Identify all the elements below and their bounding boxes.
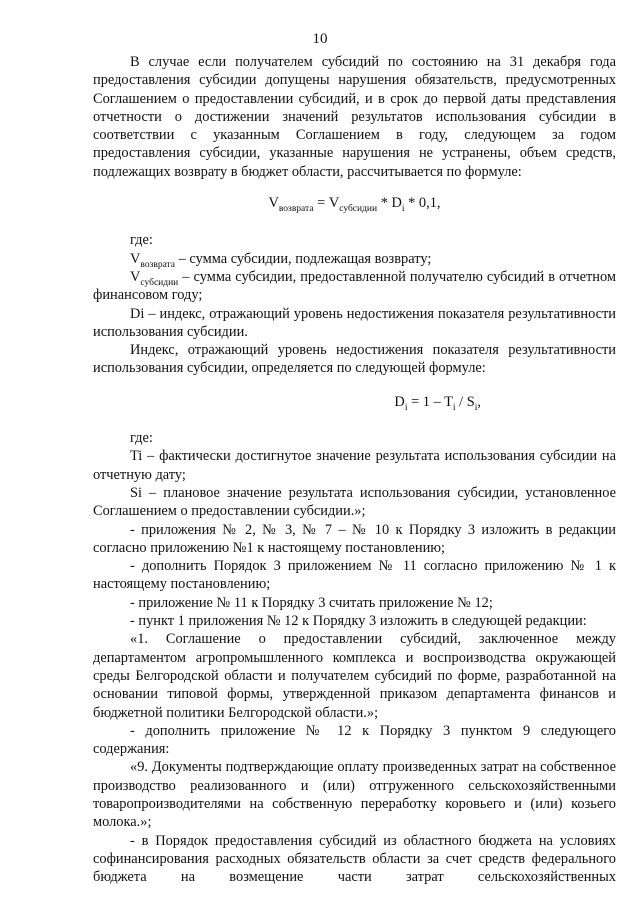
- page-number: 10: [312, 31, 328, 47]
- definition-v-subsidy: $V_{субсидии}$ – сумма субсидии, предоставленной получателю субсидий в отчетном финансовом году;: [93, 268, 616, 304]
- quote-agreement: «1. Соглашение о предоставлении субсидий, заключенное между департаментом агропромышленного комплекса и воспроизводства окружающей среды Белгородской области и получателем субсидий по форме, разработанной на основании типовой формы, утвержденной приказом департамента финансов и бюджетной политики Белгородской области.»;: [93, 631, 616, 721]
- document-body: [93, 53, 616, 886]
- formula-index: $D_i = 1 - T_i / S_i$,: [394, 393, 481, 413]
- list-item-point-1: - пункт 1 приложения № 12 к Порядку 3 изложить в следующей редакции:: [130, 613, 587, 630]
- list-item-appendices: - приложения № 2, № 3, № 7 – № 10 к Порядку 3 изложить в редакции согласно приложению №1 к настоящему постановлению;: [93, 521, 616, 556]
- where-label-2: где:: [130, 430, 153, 447]
- definition-si: Si – плановое значение результата использования субсидии, установленное Соглашением о предоставлении субсидии.»;: [93, 484, 616, 520]
- paragraph-refund-condition: В случае если получателем субсидий по состоянию на 31 декабря года предоставления субсидии допущены нарушения обязательств, предусмотренных Соглашением о предоставлении субсидий, и в срок до первой даты представления отчетности о достижении значений результатов использования субсидии в соответствии с указанным Соглашением в году, следующем за годом предоставления субсидии, указанные нарушения не устранены, объем средств, подлежащих возврату в бюджет области, рассчитывается по формуле:: [93, 54, 616, 180]
- definition-v-refund: $V_{возврата}$ – сумма субсидии, подлежащая возврату;: [130, 250, 432, 270]
- formula-refund: $V_{возврата} = V_{субсидии} * D_i * 0,1$,: [268, 195, 441, 214]
- list-item-point-9: - дополнить приложение № 12 к Порядку 3 пунктом 9 следующего содержания:: [93, 722, 616, 758]
- list-item-add-appendix-11: - дополнить Порядок 3 приложением № 11 согласно приложению № 1 к настоящему постановлению;: [93, 558, 616, 593]
- definition-di: Di – индекс, отражающий уровень недостижения показателя результативности использования субсидии.: [93, 305, 616, 340]
- quote-documents: «9. Документы подтверждающие оплату произведенных затрат на собственное производство реализованного и (или) отгруженного сельскохозяйственными товаропроизводителями на собственную переработку коровьего и (или) козьего молока.»;: [93, 759, 616, 831]
- where-label: где:: [130, 232, 153, 249]
- list-item-renumber: - приложение № 11 к Порядку 3 считать приложение № 12;: [130, 594, 493, 611]
- definition-ti: Ti – фактически достигнутое значение результата использования субсидии на отчетную дату;: [93, 448, 616, 483]
- paragraph-index: Индекс, отражающий уровень недостижения показателя результативности использования субсидии, определяется по следующей формуле:: [93, 342, 616, 377]
- list-item-procedure: - в Порядок предоставления субсидий из областного бюджета на условиях софинансирования расходных обязательств области за счет средств федерального бюджета на возмещение части затрат сельскохозяйственных: [93, 832, 616, 886]
